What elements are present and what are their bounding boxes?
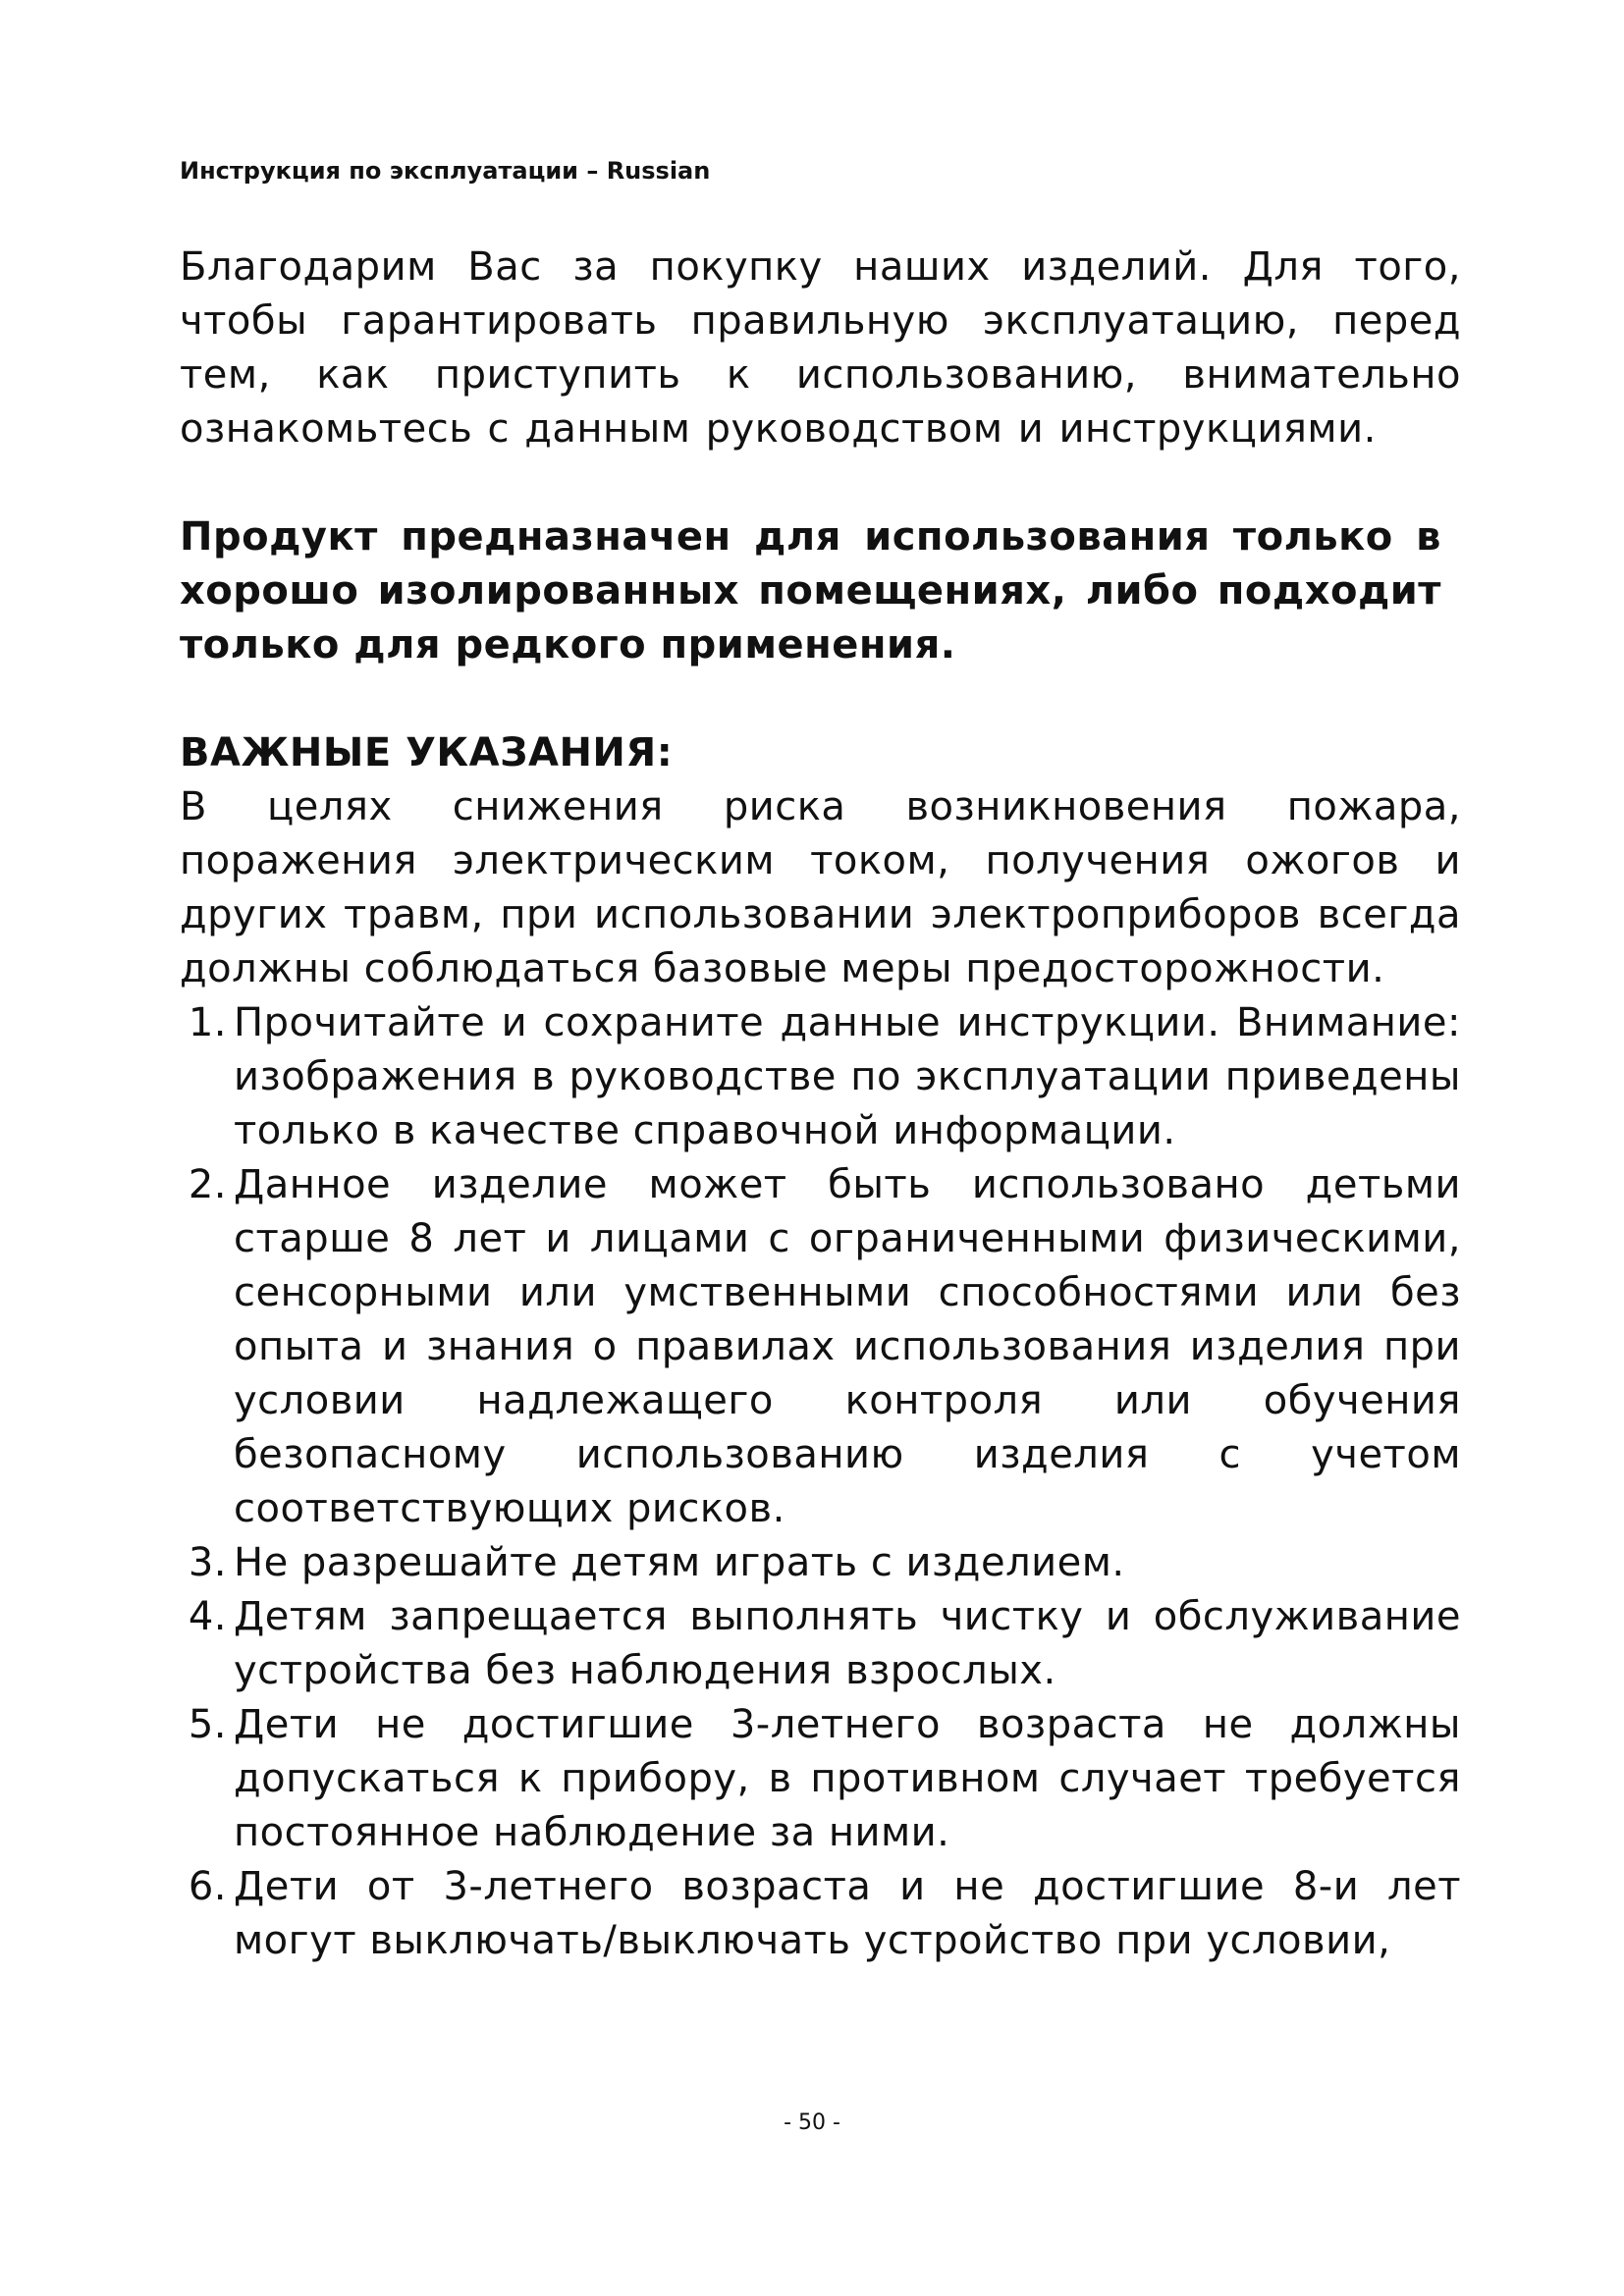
instruction-item-1 [180,996,1461,1158]
instruction-number: 1. [188,1000,227,1045]
instruction-item-2 [180,1158,1461,1536]
instruction-number: 3. [188,1540,227,1585]
instruction-text: Дети от 3-летнего возраста и не достигшие 8-и лет могут выключать/выключать устройство при условии, [234,1864,1461,1963]
page-content [180,240,1461,1968]
usage-warning: Продукт предназначен для использования только в хорошо изолированных помещениях, либо подходит только для редкого применения. [180,514,1441,667]
instruction-list [180,996,1461,1968]
instruction-item-6 [180,1860,1461,1968]
instruction-text: Детям запрещается выполнять чистку и обслуживание устройства без наблюдения взрослых. [234,1594,1461,1693]
instruction-item-5 [180,1698,1461,1860]
instruction-item-3 [180,1536,1461,1590]
instruction-text: Прочитайте и сохраните данные инструкции. Внимание: изображения в руководстве по эксплуатации приведены только в качестве справочной информации. [234,1000,1461,1153]
intro-paragraph: Благодарим Вас за покупку наших изделий. Для того, чтобы гарантировать правильную эксплуатацию, перед тем, как приступить к использованию, внимательно ознакомьтесь с данным руководством и инструкциями. [180,244,1461,452]
instruction-number: 2. [188,1162,227,1207]
important-lead-paragraph: В целях снижения риска возникновения пожара, поражения электрическим током, получения ожогов и других травм, при использовании электроприборов всегда должны соблюдаться базовые меры предосторожности. [180,784,1461,991]
instruction-text: Данное изделие может быть использовано детьми старше 8 лет и лицами с ограниченными физическими, сенсорными или умственными способностями или без опыта и знания о правилах использования изделия при условии надлежащего контроля или обучения безопасному использованию изделия с учетом соответствующих рисков. [234,1162,1461,1531]
important-heading: ВАЖНЫЕ УКАЗАНИЯ: [180,730,674,775]
instruction-item-4 [180,1590,1461,1698]
running-header: Инструкция по эксплуатации – Russian [180,157,711,185]
instruction-number: 4. [188,1594,227,1639]
instruction-number: 5. [188,1702,227,1747]
page-number: - 50 - [784,2110,840,2135]
instruction-text: Дети не достигшие 3-летнего возраста не должны допускаться к прибору, в противном случает требуется постоянное наблюдение за ними. [234,1702,1461,1855]
instruction-text: Не разрешайте детям играть с изделием. [234,1540,1125,1585]
instruction-number: 6. [188,1864,227,1909]
